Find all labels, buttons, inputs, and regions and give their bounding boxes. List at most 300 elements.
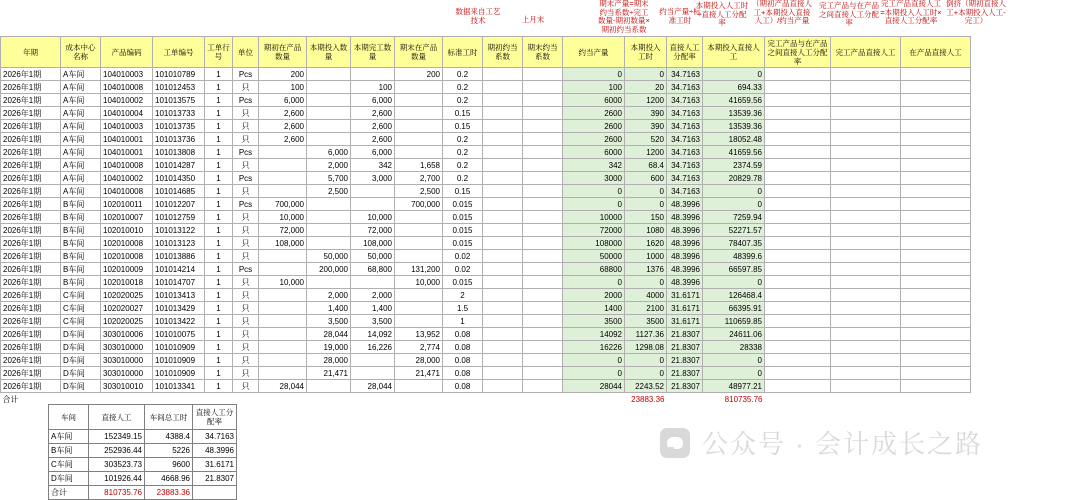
cell-r6-c17[interactable] xyxy=(765,146,831,159)
cell-r14-c6[interactable] xyxy=(259,250,307,263)
cell-r23-c5[interactable]: 只 xyxy=(233,367,259,380)
cell-r12-c14[interactable]: 1080 xyxy=(625,224,667,237)
cell-r24-c15[interactable]: 21.8307 xyxy=(667,380,703,393)
cell-r24-c14[interactable]: 2243.52 xyxy=(625,380,667,393)
cell-r14-c15[interactable]: 48.3996 xyxy=(667,250,703,263)
cell-r1-c3[interactable]: 101012453 xyxy=(153,81,205,94)
summary-cell-r0-c1[interactable]: 152349.15 xyxy=(89,430,145,444)
cell-r2-c19[interactable] xyxy=(901,94,971,107)
cell-r23-c15[interactable]: 21.8307 xyxy=(667,367,703,380)
cell-r21-c18[interactable] xyxy=(831,341,901,354)
cell-r4-c7[interactable] xyxy=(307,120,351,133)
cell-r18-c12[interactable] xyxy=(523,302,563,315)
cell-r24-c12[interactable] xyxy=(523,380,563,393)
cell-r10-c18[interactable] xyxy=(831,198,901,211)
cell-r7-c18[interactable] xyxy=(831,159,901,172)
cell-r16-c4[interactable]: 1 xyxy=(205,276,233,289)
cell-r24-c0[interactable]: 2026年1期 xyxy=(1,380,61,393)
cell-r3-c16[interactable]: 13539.36 xyxy=(703,107,765,120)
cell-r0-c17[interactable] xyxy=(765,68,831,81)
cell-r7-c12[interactable] xyxy=(523,159,563,172)
cell-r13-c5[interactable]: 只 xyxy=(233,237,259,250)
cell-r4-c18[interactable] xyxy=(831,120,901,133)
cell-r11-c11[interactable] xyxy=(483,211,523,224)
cell-r0-c6[interactable]: 200 xyxy=(259,68,307,81)
cell-r7-c15[interactable]: 34.7163 xyxy=(667,159,703,172)
cell-r13-c8[interactable]: 108,000 xyxy=(351,237,395,250)
cell-r23-c7[interactable]: 21,471 xyxy=(307,367,351,380)
cell-r12-c16[interactable]: 52271.57 xyxy=(703,224,765,237)
cell-r1-c0[interactable]: 2026年1期 xyxy=(1,81,61,94)
cell-r23-c4[interactable]: 1 xyxy=(205,367,233,380)
cell-r4-c16[interactable]: 13539.36 xyxy=(703,120,765,133)
cell-r23-c18[interactable] xyxy=(831,367,901,380)
cell-r5-c9[interactable] xyxy=(395,133,443,146)
cell-r20-c10[interactable]: 0.08 xyxy=(443,328,483,341)
cell-r23-c9[interactable]: 21,471 xyxy=(395,367,443,380)
cell-r11-c7[interactable] xyxy=(307,211,351,224)
cell-r5-c1[interactable]: A车间 xyxy=(61,133,101,146)
cell-r15-c1[interactable]: B车间 xyxy=(61,263,101,276)
cell-r15-c14[interactable]: 1376 xyxy=(625,263,667,276)
cell-r0-c11[interactable] xyxy=(483,68,523,81)
cell-r5-c7[interactable] xyxy=(307,133,351,146)
cell-r19-c12[interactable] xyxy=(523,315,563,328)
cell-r2-c14[interactable]: 1200 xyxy=(625,94,667,107)
cell-r6-c14[interactable]: 1200 xyxy=(625,146,667,159)
cell-r17-c5[interactable]: 只 xyxy=(233,289,259,302)
cell-r18-c18[interactable] xyxy=(831,302,901,315)
cell-r12-c4[interactable]: 1 xyxy=(205,224,233,237)
cell-r3-c12[interactable] xyxy=(523,107,563,120)
cell-r11-c15[interactable]: 48.3996 xyxy=(667,211,703,224)
cell-r18-c4[interactable]: 1 xyxy=(205,302,233,315)
table-row[interactable] xyxy=(1,94,971,107)
cell-r10-c4[interactable]: 1 xyxy=(205,198,233,211)
cell-r2-c6[interactable]: 6,000 xyxy=(259,94,307,107)
cell-r20-c17[interactable] xyxy=(765,328,831,341)
cell-r22-c18[interactable] xyxy=(831,354,901,367)
cell-r23-c19[interactable] xyxy=(901,367,971,380)
cell-r8-c16[interactable]: 20829.78 xyxy=(703,172,765,185)
cell-r4-c11[interactable] xyxy=(483,120,523,133)
cell-r12-c3[interactable]: 101013122 xyxy=(153,224,205,237)
cell-r15-c13[interactable]: 68800 xyxy=(563,263,625,276)
cell-r3-c5[interactable]: 只 xyxy=(233,107,259,120)
cell-r16-c13[interactable]: 0 xyxy=(563,276,625,289)
cell-r1-c19[interactable] xyxy=(901,81,971,94)
cell-r9-c11[interactable] xyxy=(483,185,523,198)
cell-r10-c12[interactable] xyxy=(523,198,563,211)
cell-r19-c2[interactable]: 102020025 xyxy=(101,315,153,328)
cell-r20-c2[interactable]: 303010006 xyxy=(101,328,153,341)
cell-r8-c2[interactable]: 104010002 xyxy=(101,172,153,185)
cell-r8-c12[interactable] xyxy=(523,172,563,185)
summary-cell-r2-c3[interactable]: 31.6171 xyxy=(193,458,237,472)
cell-r19-c3[interactable]: 101013422 xyxy=(153,315,205,328)
cell-r8-c6[interactable] xyxy=(259,172,307,185)
cell-r2-c4[interactable]: 1 xyxy=(205,94,233,107)
cell-r12-c6[interactable]: 72,000 xyxy=(259,224,307,237)
cell-r14-c10[interactable]: 0.02 xyxy=(443,250,483,263)
cell-r17-c10[interactable]: 2 xyxy=(443,289,483,302)
cell-r3-c10[interactable]: 0.15 xyxy=(443,107,483,120)
cell-r0-c19[interactable] xyxy=(901,68,971,81)
cell-r18-c17[interactable] xyxy=(765,302,831,315)
cell-r5-c14[interactable]: 520 xyxy=(625,133,667,146)
cell-r19-c13[interactable]: 3500 xyxy=(563,315,625,328)
cell-r12-c5[interactable]: 只 xyxy=(233,224,259,237)
cell-r21-c1[interactable]: D车间 xyxy=(61,341,101,354)
cell-r14-c16[interactable]: 48399.6 xyxy=(703,250,765,263)
cell-r22-c5[interactable]: 只 xyxy=(233,354,259,367)
cell-r2-c10[interactable]: 0.2 xyxy=(443,94,483,107)
cell-r4-c10[interactable]: 0.15 xyxy=(443,120,483,133)
table-row[interactable] xyxy=(1,289,971,302)
cell-r17-c8[interactable]: 2,000 xyxy=(351,289,395,302)
cell-r11-c6[interactable]: 10,000 xyxy=(259,211,307,224)
cell-r5-c13[interactable]: 2600 xyxy=(563,133,625,146)
cell-r8-c0[interactable]: 2026年1期 xyxy=(1,172,61,185)
cell-r0-c0[interactable]: 2026年1期 xyxy=(1,68,61,81)
cell-r24-c17[interactable] xyxy=(765,380,831,393)
cell-r24-c4[interactable]: 1 xyxy=(205,380,233,393)
cell-r16-c12[interactable] xyxy=(523,276,563,289)
cell-r4-c14[interactable]: 390 xyxy=(625,120,667,133)
cell-r14-c3[interactable]: 101013886 xyxy=(153,250,205,263)
cell-r22-c6[interactable] xyxy=(259,354,307,367)
cell-r1-c14[interactable]: 20 xyxy=(625,81,667,94)
cell-r20-c0[interactable]: 2026年1期 xyxy=(1,328,61,341)
cell-r1-c4[interactable]: 1 xyxy=(205,81,233,94)
cell-r22-c15[interactable]: 21.8307 xyxy=(667,354,703,367)
cell-r7-c0[interactable]: 2026年1期 xyxy=(1,159,61,172)
cell-r20-c1[interactable]: D车间 xyxy=(61,328,101,341)
cell-r3-c3[interactable]: 101013733 xyxy=(153,107,205,120)
cell-r1-c18[interactable] xyxy=(831,81,901,94)
cell-r7-c13[interactable]: 342 xyxy=(563,159,625,172)
cell-r10-c2[interactable]: 102010011 xyxy=(101,198,153,211)
cell-r11-c0[interactable]: 2026年1期 xyxy=(1,211,61,224)
cell-r13-c12[interactable] xyxy=(523,237,563,250)
cell-r20-c4[interactable]: 1 xyxy=(205,328,233,341)
cell-r10-c3[interactable]: 101012207 xyxy=(153,198,205,211)
cell-r12-c11[interactable] xyxy=(483,224,523,237)
cell-r22-c14[interactable]: 0 xyxy=(625,354,667,367)
cell-r9-c5[interactable]: 只 xyxy=(233,185,259,198)
cell-r2-c5[interactable]: Pcs xyxy=(233,94,259,107)
cell-r0-c5[interactable]: Pcs xyxy=(233,68,259,81)
cell-r6-c6[interactable] xyxy=(259,146,307,159)
cell-r23-c16[interactable]: 0 xyxy=(703,367,765,380)
summary-cell-r0-c3[interactable]: 34.7163 xyxy=(193,430,237,444)
cell-r1-c13[interactable]: 100 xyxy=(563,81,625,94)
cell-r7-c19[interactable] xyxy=(901,159,971,172)
cell-r12-c10[interactable]: 0.015 xyxy=(443,224,483,237)
cell-r16-c8[interactable] xyxy=(351,276,395,289)
cell-r1-c7[interactable] xyxy=(307,81,351,94)
cell-r20-c12[interactable] xyxy=(523,328,563,341)
cell-r20-c14[interactable]: 1127.36 xyxy=(625,328,667,341)
cell-r0-c16[interactable]: 0 xyxy=(703,68,765,81)
cell-r11-c3[interactable]: 101012759 xyxy=(153,211,205,224)
cell-r19-c16[interactable]: 110659.85 xyxy=(703,315,765,328)
cell-r9-c17[interactable] xyxy=(765,185,831,198)
cell-r23-c13[interactable]: 0 xyxy=(563,367,625,380)
cell-r19-c9[interactable] xyxy=(395,315,443,328)
cell-r5-c3[interactable]: 101013736 xyxy=(153,133,205,146)
cell-r17-c4[interactable]: 1 xyxy=(205,289,233,302)
cell-r6-c1[interactable]: A车间 xyxy=(61,146,101,159)
cell-r9-c10[interactable]: 0.15 xyxy=(443,185,483,198)
cell-r8-c15[interactable]: 34.7163 xyxy=(667,172,703,185)
cell-r17-c17[interactable] xyxy=(765,289,831,302)
cell-r6-c11[interactable] xyxy=(483,146,523,159)
cell-r8-c10[interactable]: 0.2 xyxy=(443,172,483,185)
cell-r22-c7[interactable]: 28,000 xyxy=(307,354,351,367)
cell-r14-c12[interactable] xyxy=(523,250,563,263)
cell-r16-c19[interactable] xyxy=(901,276,971,289)
cell-r4-c15[interactable]: 34.7163 xyxy=(667,120,703,133)
cell-r19-c17[interactable] xyxy=(765,315,831,328)
cell-r10-c0[interactable]: 2026年1期 xyxy=(1,198,61,211)
table-row[interactable] xyxy=(1,120,971,133)
cell-r12-c1[interactable]: B车间 xyxy=(61,224,101,237)
cell-r9-c19[interactable] xyxy=(901,185,971,198)
cell-r3-c9[interactable] xyxy=(395,107,443,120)
cell-r9-c12[interactable] xyxy=(523,185,563,198)
cell-r23-c12[interactable] xyxy=(523,367,563,380)
cell-r15-c9[interactable]: 131,200 xyxy=(395,263,443,276)
cell-r6-c9[interactable] xyxy=(395,146,443,159)
cell-r20-c3[interactable]: 101010075 xyxy=(153,328,205,341)
cell-r21-c5[interactable]: 只 xyxy=(233,341,259,354)
cell-r6-c7[interactable]: 6,000 xyxy=(307,146,351,159)
cell-r6-c12[interactable] xyxy=(523,146,563,159)
cell-r7-c4[interactable]: 1 xyxy=(205,159,233,172)
table-row[interactable] xyxy=(1,328,971,341)
cell-r0-c14[interactable]: 0 xyxy=(625,68,667,81)
cell-r4-c0[interactable]: 2026年1期 xyxy=(1,120,61,133)
cell-r18-c11[interactable] xyxy=(483,302,523,315)
cell-r10-c10[interactable]: 0.015 xyxy=(443,198,483,211)
cell-r3-c8[interactable]: 2,600 xyxy=(351,107,395,120)
cell-r13-c17[interactable] xyxy=(765,237,831,250)
cell-r18-c5[interactable]: 只 xyxy=(233,302,259,315)
cell-r15-c11[interactable] xyxy=(483,263,523,276)
table-row[interactable] xyxy=(1,263,971,276)
cell-r17-c9[interactable] xyxy=(395,289,443,302)
cost-allocation-table[interactable] xyxy=(0,36,971,405)
cell-r20-c15[interactable]: 21.8307 xyxy=(667,328,703,341)
cell-r21-c8[interactable]: 16,226 xyxy=(351,341,395,354)
cell-r23-c2[interactable]: 303010000 xyxy=(101,367,153,380)
cell-r10-c16[interactable]: 0 xyxy=(703,198,765,211)
cell-r16-c2[interactable]: 102010018 xyxy=(101,276,153,289)
cell-r15-c19[interactable] xyxy=(901,263,971,276)
cell-r0-c15[interactable]: 34.7163 xyxy=(667,68,703,81)
cell-r20-c5[interactable]: 只 xyxy=(233,328,259,341)
cell-r15-c15[interactable]: 48.3996 xyxy=(667,263,703,276)
cell-r14-c4[interactable]: 1 xyxy=(205,250,233,263)
summary-cell-r1-c1[interactable]: 252936.44 xyxy=(89,444,145,458)
cell-r21-c11[interactable] xyxy=(483,341,523,354)
cell-r16-c14[interactable]: 0 xyxy=(625,276,667,289)
cell-r8-c17[interactable] xyxy=(765,172,831,185)
summary-cell-r3-c2[interactable]: 4668.96 xyxy=(145,472,193,486)
cell-r15-c17[interactable] xyxy=(765,263,831,276)
cell-r4-c5[interactable]: 只 xyxy=(233,120,259,133)
cell-r17-c7[interactable]: 2,000 xyxy=(307,289,351,302)
cell-r15-c7[interactable]: 200,000 xyxy=(307,263,351,276)
cell-r12-c17[interactable] xyxy=(765,224,831,237)
cell-r13-c18[interactable] xyxy=(831,237,901,250)
cell-r2-c2[interactable]: 104010002 xyxy=(101,94,153,107)
cell-r1-c15[interactable]: 34.7163 xyxy=(667,81,703,94)
cell-r6-c2[interactable]: 104010001 xyxy=(101,146,153,159)
cell-r8-c1[interactable]: A车间 xyxy=(61,172,101,185)
cell-r13-c2[interactable]: 102010008 xyxy=(101,237,153,250)
cell-r5-c10[interactable]: 0.2 xyxy=(443,133,483,146)
summary-cell-r3-c0[interactable]: D车间 xyxy=(49,472,89,486)
cell-r14-c1[interactable]: B车间 xyxy=(61,250,101,263)
cell-r4-c9[interactable] xyxy=(395,120,443,133)
cell-r22-c12[interactable] xyxy=(523,354,563,367)
cell-r20-c18[interactable] xyxy=(831,328,901,341)
cell-r22-c17[interactable] xyxy=(765,354,831,367)
cell-r9-c1[interactable]: A车间 xyxy=(61,185,101,198)
cell-r2-c8[interactable]: 6,000 xyxy=(351,94,395,107)
table-row[interactable] xyxy=(1,159,971,172)
cell-r16-c3[interactable]: 101014707 xyxy=(153,276,205,289)
cell-r1-c11[interactable] xyxy=(483,81,523,94)
cell-r9-c9[interactable]: 2,500 xyxy=(395,185,443,198)
cell-r3-c17[interactable] xyxy=(765,107,831,120)
cell-r15-c16[interactable]: 66597.85 xyxy=(703,263,765,276)
cell-r10-c19[interactable] xyxy=(901,198,971,211)
cell-r0-c12[interactable] xyxy=(523,68,563,81)
cell-r5-c16[interactable]: 18052.48 xyxy=(703,133,765,146)
cell-r0-c3[interactable]: 101010789 xyxy=(153,68,205,81)
cell-r15-c10[interactable]: 0.02 xyxy=(443,263,483,276)
cell-r24-c5[interactable]: 只 xyxy=(233,380,259,393)
cell-r6-c4[interactable]: 1 xyxy=(205,146,233,159)
cell-r8-c8[interactable]: 3,000 xyxy=(351,172,395,185)
table-row[interactable] xyxy=(1,172,971,185)
cell-r3-c7[interactable] xyxy=(307,107,351,120)
cell-r11-c10[interactable]: 0.015 xyxy=(443,211,483,224)
summary-cell-r3-c3[interactable]: 21.8307 xyxy=(193,472,237,486)
cell-r22-c3[interactable]: 101010909 xyxy=(153,354,205,367)
cell-r8-c9[interactable]: 2,700 xyxy=(395,172,443,185)
cell-r7-c7[interactable]: 2,000 xyxy=(307,159,351,172)
cell-r9-c3[interactable]: 101014685 xyxy=(153,185,205,198)
cell-r24-c19[interactable] xyxy=(901,380,971,393)
cell-r22-c10[interactable]: 0.08 xyxy=(443,354,483,367)
table-row[interactable] xyxy=(1,81,971,94)
cell-r7-c17[interactable] xyxy=(765,159,831,172)
cell-r2-c7[interactable] xyxy=(307,94,351,107)
cell-r15-c0[interactable]: 2026年1期 xyxy=(1,263,61,276)
cell-r16-c15[interactable]: 48.3996 xyxy=(667,276,703,289)
cell-r9-c14[interactable]: 0 xyxy=(625,185,667,198)
summary-cell-r0-c0[interactable]: A车间 xyxy=(49,430,89,444)
cell-r21-c7[interactable]: 19,000 xyxy=(307,341,351,354)
cell-r19-c18[interactable] xyxy=(831,315,901,328)
cell-r20-c16[interactable]: 24611.06 xyxy=(703,328,765,341)
cell-r18-c8[interactable]: 1,400 xyxy=(351,302,395,315)
cell-r24-c7[interactable] xyxy=(307,380,351,393)
cell-r2-c3[interactable]: 101013575 xyxy=(153,94,205,107)
cell-r5-c2[interactable]: 104010001 xyxy=(101,133,153,146)
cell-r21-c10[interactable]: 0.08 xyxy=(443,341,483,354)
table-row[interactable] xyxy=(1,302,971,315)
cell-r16-c16[interactable]: 0 xyxy=(703,276,765,289)
cell-r10-c1[interactable]: B车间 xyxy=(61,198,101,211)
cell-r24-c6[interactable]: 28,044 xyxy=(259,380,307,393)
table-body[interactable] xyxy=(1,68,971,406)
cell-r1-c10[interactable]: 0.2 xyxy=(443,81,483,94)
summary-row[interactable] xyxy=(49,430,237,444)
cell-r6-c3[interactable]: 101013808 xyxy=(153,146,205,159)
cell-r2-c11[interactable] xyxy=(483,94,523,107)
cell-r18-c14[interactable]: 2100 xyxy=(625,302,667,315)
cell-r18-c0[interactable]: 2026年1期 xyxy=(1,302,61,315)
cell-r14-c9[interactable] xyxy=(395,250,443,263)
cell-r19-c11[interactable] xyxy=(483,315,523,328)
cell-r3-c14[interactable]: 390 xyxy=(625,107,667,120)
summary-cell-r1-c2[interactable]: 5226 xyxy=(145,444,193,458)
cell-r12-c9[interactable] xyxy=(395,224,443,237)
cell-r5-c4[interactable]: 1 xyxy=(205,133,233,146)
cell-r11-c5[interactable]: 只 xyxy=(233,211,259,224)
cell-r14-c17[interactable] xyxy=(765,250,831,263)
cell-r9-c16[interactable]: 0 xyxy=(703,185,765,198)
cell-r23-c14[interactable]: 0 xyxy=(625,367,667,380)
cell-r3-c0[interactable]: 2026年1期 xyxy=(1,107,61,120)
cell-r14-c14[interactable]: 1000 xyxy=(625,250,667,263)
cell-r17-c13[interactable]: 2000 xyxy=(563,289,625,302)
cell-r18-c7[interactable]: 1,400 xyxy=(307,302,351,315)
cell-r12-c18[interactable] xyxy=(831,224,901,237)
cell-r1-c16[interactable]: 694.33 xyxy=(703,81,765,94)
cell-r8-c19[interactable] xyxy=(901,172,971,185)
cell-r20-c9[interactable]: 13,952 xyxy=(395,328,443,341)
cell-r12-c12[interactable] xyxy=(523,224,563,237)
cell-r24-c11[interactable] xyxy=(483,380,523,393)
cell-r10-c13[interactable]: 0 xyxy=(563,198,625,211)
cell-r9-c0[interactable]: 2026年1期 xyxy=(1,185,61,198)
cell-r12-c2[interactable]: 102010010 xyxy=(101,224,153,237)
cell-r23-c0[interactable]: 2026年1期 xyxy=(1,367,61,380)
cell-r6-c0[interactable]: 2026年1期 xyxy=(1,146,61,159)
cell-r11-c16[interactable]: 7259.94 xyxy=(703,211,765,224)
cell-r22-c0[interactable]: 2026年1期 xyxy=(1,354,61,367)
cell-r19-c4[interactable]: 1 xyxy=(205,315,233,328)
cell-r20-c19[interactable] xyxy=(901,328,971,341)
table-row[interactable] xyxy=(1,341,971,354)
cell-r0-c1[interactable]: A车间 xyxy=(61,68,101,81)
cell-r16-c10[interactable]: 0.015 xyxy=(443,276,483,289)
cell-r22-c13[interactable]: 0 xyxy=(563,354,625,367)
cell-r17-c1[interactable]: C车间 xyxy=(61,289,101,302)
cell-r21-c9[interactable]: 2,774 xyxy=(395,341,443,354)
cell-r13-c19[interactable] xyxy=(901,237,971,250)
cell-r11-c13[interactable]: 10000 xyxy=(563,211,625,224)
cell-r24-c13[interactable]: 28044 xyxy=(563,380,625,393)
cell-r18-c9[interactable] xyxy=(395,302,443,315)
cell-r24-c18[interactable] xyxy=(831,380,901,393)
